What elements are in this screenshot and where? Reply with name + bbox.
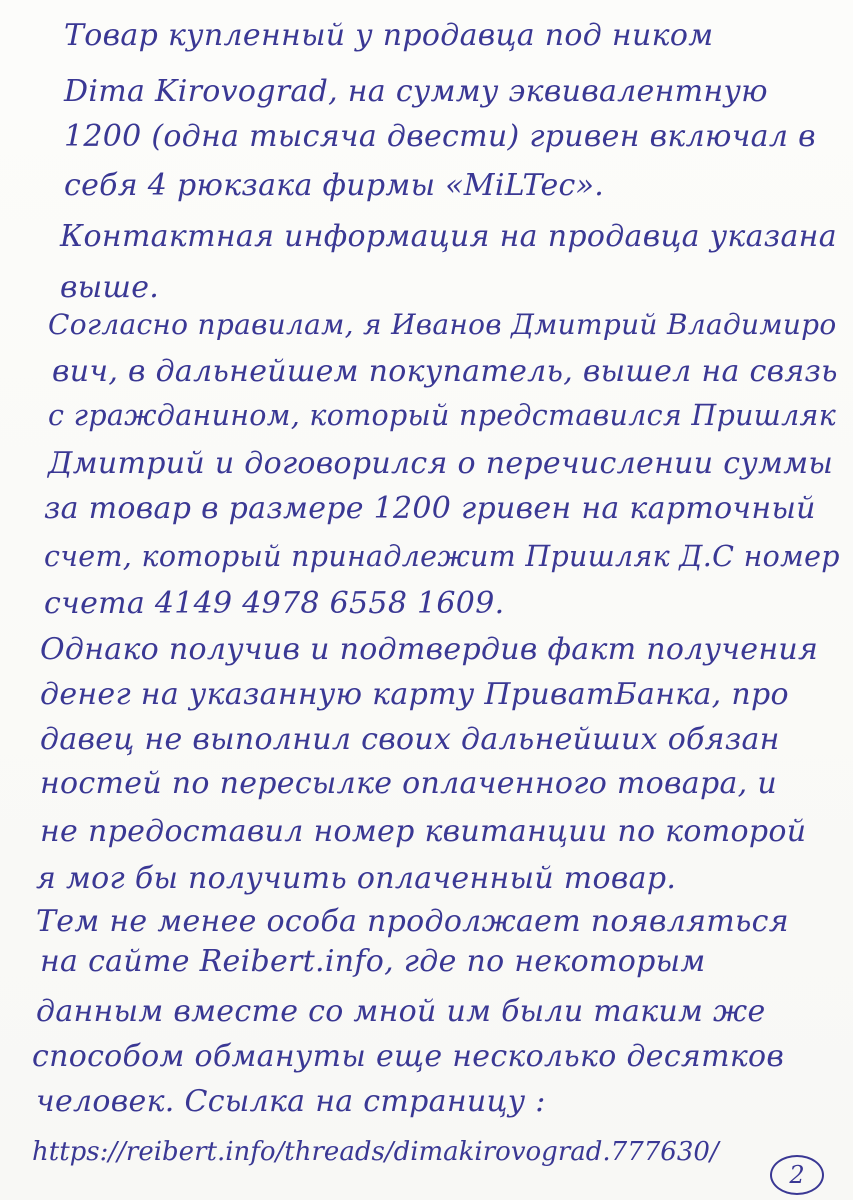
letter-line-11: за товар в размере 1200 гривен на карточный (44, 491, 816, 526)
page-number-circle: 2 (770, 1155, 824, 1195)
letter-line-12: счет, который принадлежит Пришляк Д.С номер (44, 540, 840, 573)
letter-line-3: 1200 (одна тысяча двести) гривен включал в (64, 119, 816, 154)
letter-line-20: Тем не менее особа продолжает появляться (36, 904, 789, 939)
letter-line-19: я мог бы получить оплаченный товар. (36, 861, 677, 896)
letter-line-22: данным вместе со мной им были таким же (36, 994, 766, 1029)
letter-line-7: Согласно правилам, я Иванов Дмитрий Владимиро (48, 308, 837, 341)
letter-line-18: не предоставил номер квитанции по которой (40, 814, 807, 849)
letter-line-15: денег на указанную карту ПриватБанка, про (40, 677, 789, 712)
letter-line-10: Дмитрий и договорился о перечислении суммы (48, 446, 834, 481)
letter-line-4: себя 4 рюкзака фирмы «MiLTec». (64, 168, 605, 203)
letter-line-9: с гражданином, который представился Пришляк (48, 399, 837, 432)
letter-line-25-url: https://reibert.info/threads/dimakirovograd.777630/ (32, 1137, 719, 1167)
letter-line-2: Dima Kirovograd, на сумму эквивалентную (64, 74, 768, 109)
letter-line-21: на сайте Reibert.info, где по некоторым (40, 944, 706, 979)
letter-line-6: выше. (60, 270, 160, 305)
letter-line-1: Товар купленный у продавца под ником (64, 18, 714, 53)
letter-line-8: вич, в дальнейшем покупатель, вышел на связь (52, 354, 838, 389)
letter-line-16: давец не выполнил своих дальнейших обязан (40, 722, 780, 757)
letter-line-14: Однако получив и подтвердив факт получения (40, 632, 819, 667)
letter-line-5: Контактная информация на продавца указана (60, 219, 837, 254)
letter-line-24: человек. Ссылка на страницу : (36, 1084, 546, 1119)
letter-line-17: ностей по пересылке оплаченного товара, и (40, 766, 777, 801)
letter-line-23: способом обмануты еще несколько десятков (32, 1039, 785, 1074)
letter-line-13: счета 4149 4978 6558 1609. (44, 586, 505, 621)
